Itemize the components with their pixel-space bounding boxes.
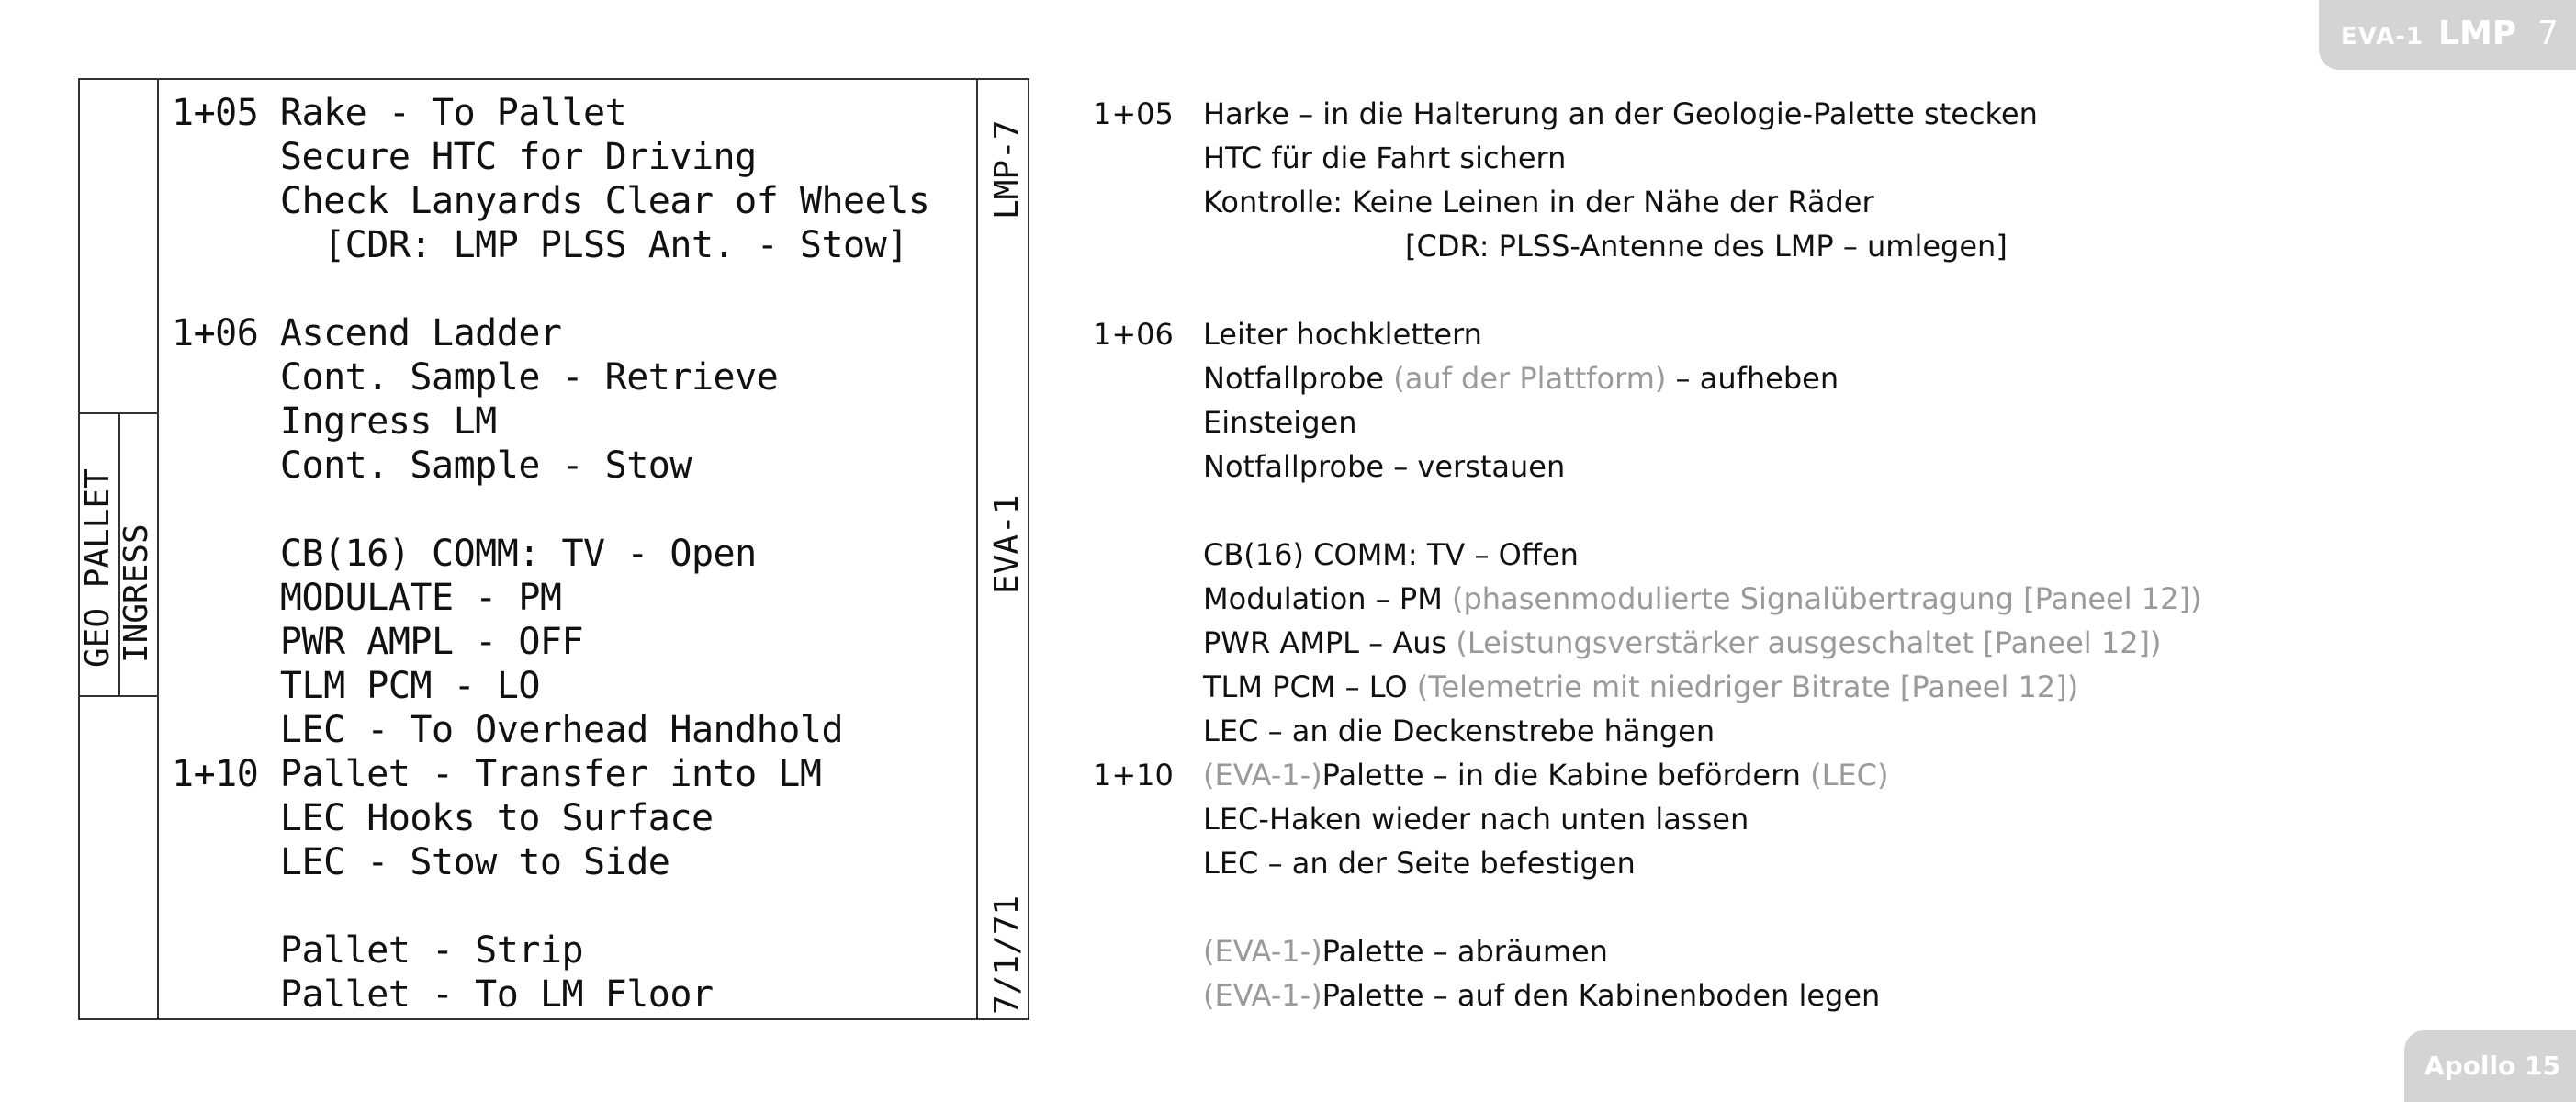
translation-segment: Notfallprobe – verstauen bbox=[1203, 449, 1566, 484]
translation-text-line bbox=[1203, 665, 2078, 709]
translation-segment: Notfallprobe bbox=[1203, 361, 1394, 396]
checklist-line bbox=[172, 267, 929, 311]
translation-segment: Kontrolle: Keine Leinen in der Nähe der Räder bbox=[1203, 185, 1874, 219]
translation-time: 1+10 bbox=[1093, 758, 1174, 793]
translation-text-line bbox=[1203, 797, 1749, 841]
translation-segment: – aufheben bbox=[1666, 361, 1839, 396]
checklist-line: Secure HTC for Driving bbox=[172, 136, 757, 178]
date-label: 7/1/71 bbox=[988, 894, 1026, 1015]
checklist-line bbox=[172, 884, 929, 928]
checklist-line: Pallet - Strip bbox=[172, 929, 584, 972]
translation-segment: LEC – an die Deckenstrebe hängen bbox=[1203, 714, 1715, 748]
translation-text-line bbox=[1203, 841, 1636, 885]
checklist-card bbox=[78, 78, 1029, 1020]
translation-text-line bbox=[1203, 577, 2201, 621]
translation-segment: TLM PCM – LO bbox=[1203, 669, 1417, 704]
translation-segment: Harke – in die Halterung an der Geologie-Palette stecken bbox=[1203, 96, 2038, 131]
translation-segment: Einsteigen bbox=[1203, 405, 1357, 440]
checklist-line: CB(16) COMM: TV - Open bbox=[172, 533, 757, 575]
checklist-line: 1+05 Rake - To Pallet bbox=[172, 92, 627, 134]
checklist-line: Cont. Sample - Stow bbox=[172, 444, 692, 487]
translation-text-line bbox=[1203, 973, 1880, 1018]
mission-footer-tab bbox=[2404, 1030, 2576, 1102]
mission-label: Apollo 15 bbox=[2424, 1051, 2561, 1081]
checklist-line: LEC - Stow to Side bbox=[172, 841, 670, 883]
checklist-line: 1+10 Pallet - Transfer into LM bbox=[172, 753, 822, 795]
translation-text-line bbox=[1203, 136, 1566, 180]
checklist-line: Check Lanyards Clear of Wheels bbox=[172, 180, 930, 222]
translation-text-line bbox=[1405, 224, 2008, 268]
geo-pallet-label: GEO PALLET bbox=[79, 468, 117, 668]
checklist-line: Pallet - To LM Floor bbox=[172, 973, 714, 1016]
checklist-line: TLM PCM - LO bbox=[172, 665, 540, 707]
translation-segment: [CDR: PLSS-Antenne des LMP – umlegen] bbox=[1405, 229, 2008, 264]
checklist-line: LEC Hooks to Surface bbox=[172, 797, 714, 839]
translation-time: 1+05 bbox=[1093, 96, 1174, 131]
annotation-text: (auf der Plattform) bbox=[1393, 361, 1667, 396]
translation-segment: Palette – abräumen bbox=[1322, 934, 1608, 969]
annotation-text: (LEC) bbox=[1810, 758, 1889, 793]
checklist-line: LEC - To Overhead Handhold bbox=[172, 709, 844, 751]
checklist-line bbox=[172, 488, 929, 532]
translation-text-line bbox=[1203, 180, 1874, 224]
translation-text-line bbox=[1203, 929, 1608, 973]
translation-segment: Modulation – PM bbox=[1203, 581, 1452, 616]
checklist-line: [CDR: LMP PLSS Ant. - Stow] bbox=[172, 224, 908, 266]
ingress-label: INGRESS bbox=[118, 523, 155, 663]
checklist-line: MODULATE - PM bbox=[172, 577, 562, 619]
translation-text-line bbox=[1203, 92, 2038, 136]
translation-segment: PWR AMPL – Aus bbox=[1203, 625, 1457, 660]
translation-text-line bbox=[1203, 533, 1579, 577]
header-role-label: LMP bbox=[2438, 15, 2517, 52]
checklist-line: 1+06 Ascend Ladder bbox=[172, 312, 562, 354]
translation-segment: LEC – an der Seite befestigen bbox=[1203, 846, 1636, 881]
eva-label: EVA-1 bbox=[988, 494, 1026, 594]
translation-segment: Palette – auf den Kabinenboden legen bbox=[1322, 978, 1881, 1013]
left-label-top-rule bbox=[80, 412, 157, 414]
translation-text-line bbox=[1203, 621, 2162, 665]
translation-text-line bbox=[1203, 312, 1482, 356]
translation-segment: Leiter hochklettern bbox=[1203, 317, 1482, 352]
translation-segment: CB(16) COMM: TV – Offen bbox=[1203, 537, 1579, 572]
lmp-page-label: LMP-7 bbox=[988, 119, 1026, 219]
translation-segment: Palette – in die Kabine befördern bbox=[1322, 758, 1811, 793]
annotation-text: (EVA-1-) bbox=[1203, 758, 1322, 793]
translation-segment: HTC für die Fahrt sichern bbox=[1203, 141, 1567, 175]
translation-time: 1+06 bbox=[1093, 317, 1174, 352]
translation-text-line bbox=[1203, 753, 1888, 797]
annotation-text: (phasenmodulierte Signalübertragung [Paneel 12]) bbox=[1452, 581, 2202, 616]
translation-text-line bbox=[1203, 709, 1715, 753]
checklist-line: Ingress LM bbox=[172, 400, 497, 443]
annotation-text: (EVA-1-) bbox=[1203, 978, 1322, 1013]
annotation-text: (Telemetrie mit niedriger Bitrate [Paneel 12]) bbox=[1416, 669, 2079, 704]
header-eva-label: EVA-1 bbox=[2341, 23, 2424, 51]
annotation-text: (EVA-1-) bbox=[1203, 934, 1322, 969]
left-label-bottom-rule bbox=[80, 695, 157, 697]
checklist-line: Cont. Sample - Retrieve bbox=[172, 356, 779, 399]
right-column-divider bbox=[976, 80, 978, 1018]
translation-text-line bbox=[1203, 444, 1565, 489]
checklist-line: PWR AMPL - OFF bbox=[172, 621, 584, 663]
page-header-tab bbox=[2319, 0, 2576, 70]
translation-text-line bbox=[1203, 356, 1839, 400]
annotation-text: (Leistungsverstärker ausgeschaltet [Paneel 12]) bbox=[1456, 625, 2162, 660]
checklist-text bbox=[172, 91, 929, 1017]
translation-text-line bbox=[1203, 400, 1356, 444]
header-page-number: 7 bbox=[2537, 15, 2559, 52]
translation-segment: LEC-Haken wieder nach unten lassen bbox=[1203, 802, 1749, 837]
left-column-divider bbox=[157, 80, 159, 1018]
